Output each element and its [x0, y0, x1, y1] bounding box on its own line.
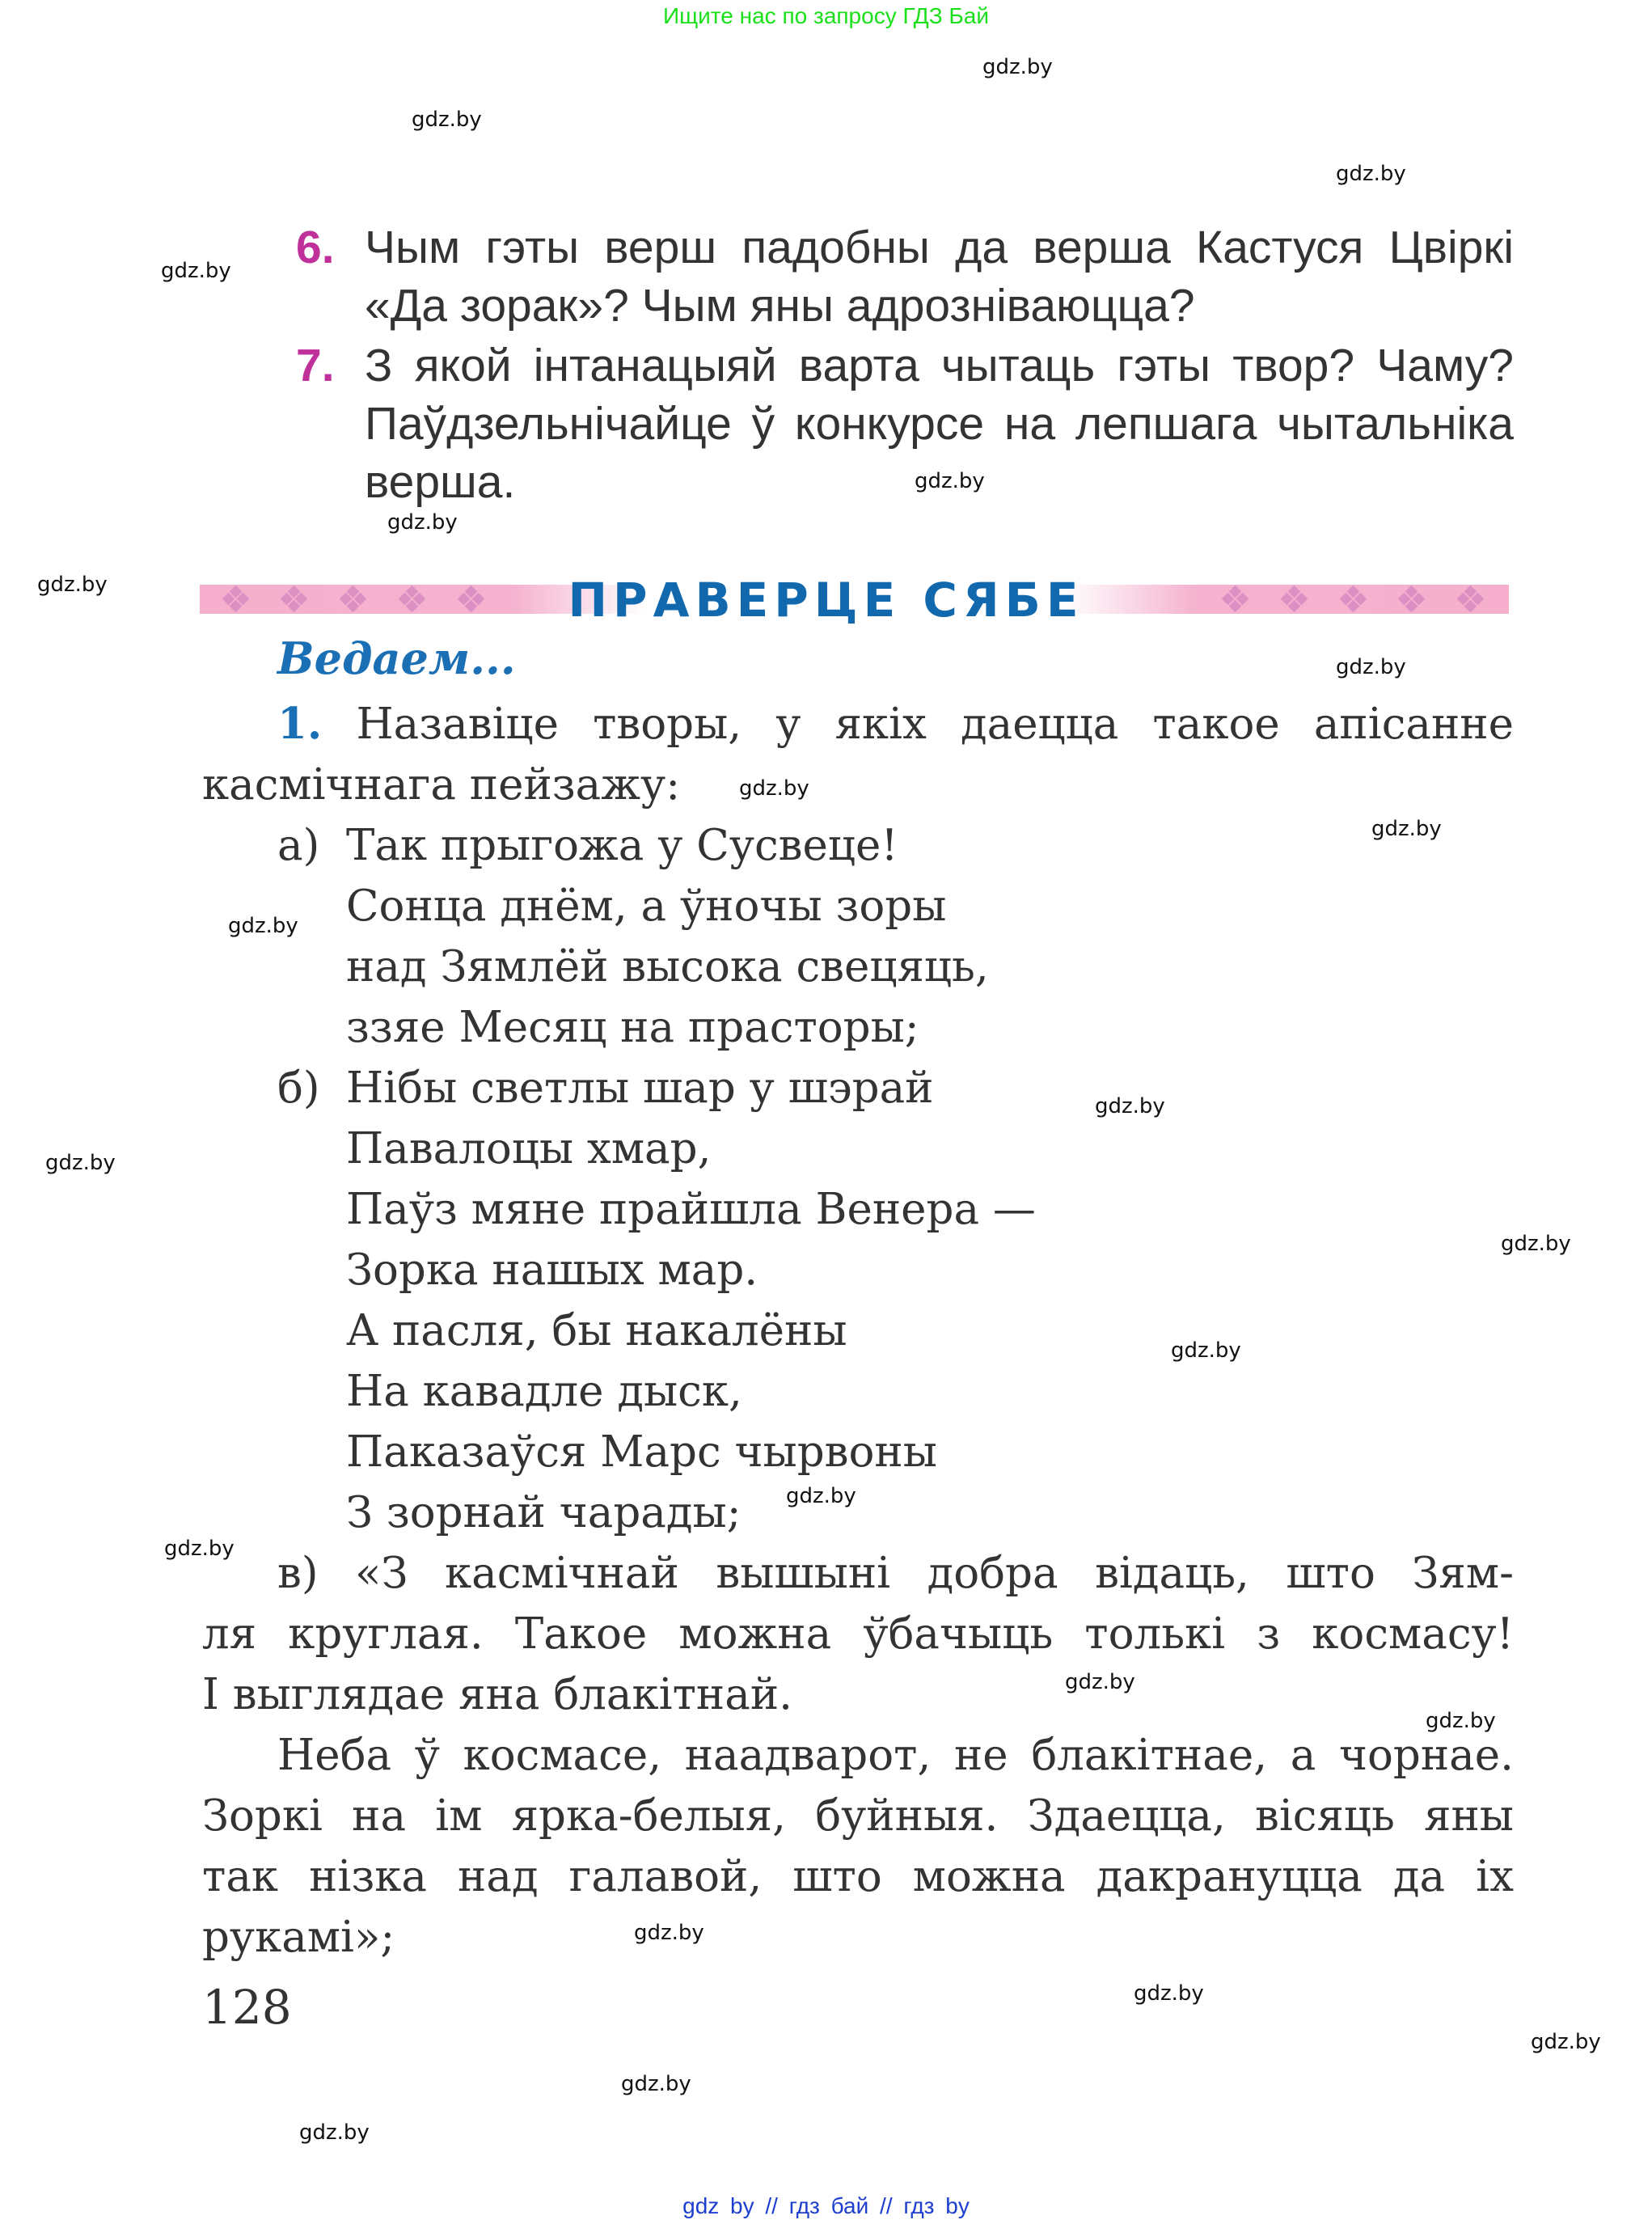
question-line: З якой інтанацыяй варта чытаць гэты твор? Чаму? — [365, 340, 1514, 391]
question-line: Чым гэты верш падобны да верша Кастуся Цвіркі — [365, 222, 1514, 273]
watermark: gdz.by — [1065, 1670, 1135, 1694]
watermark: gdz.by — [739, 776, 809, 801]
watermark: gdz.by — [299, 2120, 370, 2145]
poem-line: Паказаўся Марс чырвоны — [346, 1427, 937, 1477]
footer-links[interactable]: gdz by // гдз бай // гдз by — [682, 2193, 970, 2218]
poem-line: На кавадле дыск, — [346, 1367, 742, 1416]
excerpt-a — [346, 815, 989, 1058]
watermark: gdz.by — [37, 573, 108, 597]
prose-line: так нізка над галавой, што можна дакрануцца да іх — [202, 1852, 1514, 1901]
prose-line: Неба ў космасе, наадварот, не блакітнае, а чорнае. — [277, 1731, 1514, 1780]
excerpt-label: б) — [277, 1063, 320, 1113]
poem-line: Так прыгожа у Сусвеце! — [346, 821, 898, 870]
excerpt-label: а) — [277, 821, 320, 870]
watermark: gdz.by — [164, 1537, 234, 1561]
watermark: gdz.by — [1336, 655, 1406, 679]
watermark: gdz.by — [1336, 162, 1406, 186]
poem-line: З зорнай чарады; — [346, 1488, 741, 1537]
subheading: Ведаем... — [277, 632, 516, 684]
page-number: 128 — [202, 1980, 292, 2035]
question-line: верша. — [365, 456, 516, 508]
prose-line — [202, 1543, 1514, 1604]
watermark: gdz.by — [1501, 1232, 1571, 1256]
watermark: gdz.by — [228, 914, 298, 938]
watermark: gdz.by — [1095, 1094, 1165, 1118]
watermark: gdz.by — [1171, 1338, 1241, 1363]
poem-line: Паўз мяне прайшла Венера — — [346, 1185, 1036, 1234]
poem-line: Нібы светлы шар у шэрай — [346, 1063, 934, 1113]
prose-line: І выглядае яна блакітнай. — [202, 1670, 792, 1719]
watermark: gdz.by — [786, 1484, 856, 1508]
excerpt-label: в) — [277, 1549, 319, 1598]
watermark: gdz.by — [1531, 2030, 1601, 2054]
prose-line: ля круглая. Такое можна ўбачыць толькі з космасу! — [202, 1609, 1514, 1659]
task-number: 1. — [277, 699, 323, 749]
poem-line: над Зямлёй высока свецяць, — [346, 942, 989, 991]
watermark: gdz.by — [412, 108, 482, 132]
poem-line: Сонца днём, а ўночы зоры — [346, 882, 947, 931]
task-line — [202, 694, 1514, 755]
question-number: 7. — [296, 340, 335, 391]
task-line: касмічнага пейзажу: — [202, 760, 681, 810]
poem-line: А пасля, бы накалёны — [346, 1306, 847, 1355]
question-number: 6. — [296, 222, 335, 273]
prose-line: рукамі»; — [202, 1913, 395, 1962]
poem-line: Павалоцы хмар, — [346, 1124, 712, 1173]
watermark: gdz.by — [161, 259, 231, 283]
poem-line: ззяе Месяц на прасторы; — [346, 1003, 919, 1052]
question-line: «Да зорак»? Чым яны адрозніваюцца? — [365, 280, 1195, 332]
watermark: gdz.by — [1371, 817, 1442, 841]
watermark: gdz.by — [45, 1151, 116, 1175]
watermark: gdz.by — [1134, 1981, 1204, 2006]
excerpt-b — [346, 1058, 1036, 1543]
watermark: gdz.by — [634, 1921, 704, 1945]
excerpt-c — [202, 1543, 1514, 1968]
watermark: gdz.by — [621, 2072, 691, 2096]
watermark: gdz.by — [387, 510, 458, 535]
poem-line: Зорка нашых мар. — [346, 1245, 758, 1295]
prose-line: Зоркі на ім ярка-белыя, буйныя. Здаецца, вісяць яны — [202, 1791, 1514, 1841]
prose-text: «З касмічнай вышыні добра відаць, што Зям- — [355, 1549, 1514, 1598]
watermark: gdz.by — [982, 55, 1053, 79]
top-search-banner[interactable]: Ищите нас по запросу ГДЗ Бай — [662, 3, 990, 28]
watermark: gdz.by — [1426, 1709, 1496, 1733]
watermark: gdz.by — [915, 469, 985, 493]
task-1 — [202, 694, 1514, 815]
task-text: Назавіце творы, у якіх даецца такое апісанне — [356, 700, 1514, 749]
question-line: Паўдзельнічайце ў конкурсе на лепшага чытальніка — [365, 398, 1514, 450]
question-7 — [365, 336, 1514, 511]
section-title: ПРАВЕРЦЕ СЯБЕ — [568, 573, 1084, 628]
question-6 — [365, 218, 1514, 335]
